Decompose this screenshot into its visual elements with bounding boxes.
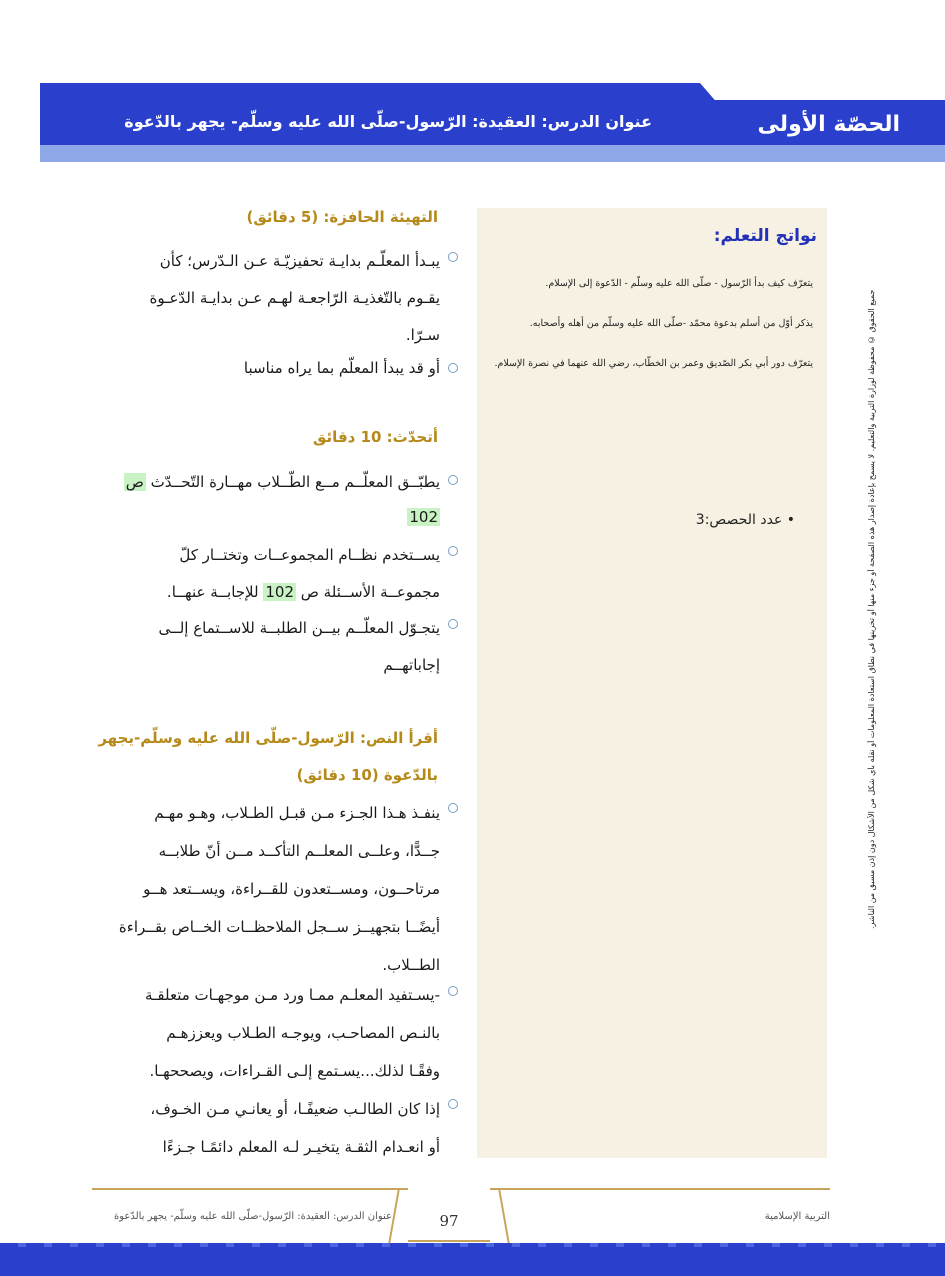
bullet-circle-icon [448, 619, 458, 629]
copyright-notice: جميع الحقوق © محفوظة لوزارة التربية والتعليم. لا يسمح بإعادة إصدار هذه الصفحة أو جزء منها أو تخزينها في نطاق استعادة المعلومات أو نقله بأي شكل من الأشكال دون إذن مسبق من الناشر. [867, 290, 876, 930]
read-bullet: ينفـذ هـذا الجـزء مـن قبـل الطـلاب، وهـو مهـم جــدًّا، وعلــى المعلــم التأكــد مــن أنّ طلابــه مرتاحــون، ومســتعدون للقــراءة، ويســتعد هــو أيضًــا بتجهيــز ســجل الملاحظــات الخــاص بقــراءة الطــلاب. [118, 804, 440, 974]
footer-subject: التربية الإسلامية [764, 1211, 830, 1222]
bullet-circle-icon [448, 363, 458, 373]
header-tab-notch [700, 83, 945, 100]
outcomes-panel [477, 208, 827, 1158]
lesson-label: الحصّة الأولى [757, 112, 900, 137]
footer-bar [0, 1243, 945, 1276]
header-lesson-title: عنوان الدرس: العقيدة: الرّسول-صلّى الله عليه وسلّم- يجهر بالدّعوة [124, 112, 652, 131]
speak-bullet: يتجـوّل المعلّــم بيــن الطلبــة للاســتماع إلــى إجاباتهــم [158, 619, 440, 674]
outcome-item: يتعرّف كيف بدأ الرّسول - صلّى الله عليه وسلّم - الدّعوة إلى الإسلام. [545, 278, 813, 289]
highlight-page-ref: 102 [265, 583, 294, 601]
highlight-page-ref: ص [125, 473, 144, 491]
outcomes-title: نواتج التعلم: [713, 226, 817, 246]
warmup-bullet: أو قد يبدأ المعلّم بما يراه مناسبا [243, 359, 440, 377]
speak-heading: أتحدّث: 10 دقائق [313, 428, 438, 446]
outcome-item: يذكر أوّل من أسلم بدعوة محمّد -صلّى الله عليه وسلّم من أهله وأصحابه. [529, 318, 813, 329]
outcome-item: يتعرّف دور أبي بكر الصّديق وعمر بن الخطّاب، رضي الله عنهما في نصرة الإسلام. [494, 358, 813, 369]
read-heading: أقرأ النص: الرّسول-صلّى الله عليه وسلّم-يجهر بالدّعوة (10 دقائق) [98, 729, 438, 784]
header-accent-strip [40, 145, 945, 162]
bullet-circle-icon [448, 252, 458, 262]
bullet-circle-icon [448, 546, 458, 556]
page-number: 97 [439, 1212, 459, 1230]
bullet-icon: • [782, 512, 795, 528]
highlight-page-ref: 102 [409, 508, 438, 526]
footer-rule [498, 1188, 511, 1248]
bullet-circle-icon [448, 1099, 458, 1109]
footer-dash-pattern [0, 1243, 945, 1247]
warmup-bullet: يبـدأ المعلّـم بدايـة تحفيزيّـة عـن الـدّرس؛ كأن يقـوم بالتّغذيـة الرّاجعـة لهـم عـن بدايـة الدّعـوة سـرّا. [149, 252, 440, 344]
read-bullet: -يسـتفيد المعلـم ممـا ورد مـن موجهـات متعلقـة بالنـص المصاحـب، ويوجـه الطـلاب ويعززهـم وفقًـا لذلك...يسـتمع إلـى القـراءات، ويصححهـا. [144, 986, 440, 1080]
read-bullet: إذا كان الطالـب ضعيفًـا، أو يعانـي مـن الخـوف، أو انعـدام الثقـة يتخيـر لـه المعلم دائمًـا جـزءًا [150, 1100, 440, 1156]
bullet-circle-icon [448, 475, 458, 485]
speak-bullet: يطبّــق المعلّــم مــع الطّــلاب مهــارة التّحــدّث ص 102 [125, 473, 440, 526]
speak-bullet: يســتخدم نظــام المجموعــات وتختــار كلّ مجموعــة الأســئلة ص 102 للإجابــة عنهــا. [166, 546, 440, 601]
footer-lesson-title: عنوان الدرس: العقيدة: الرّسول-صلّى الله عليه وسلّم- يجهر بالدّعوة [113, 1211, 392, 1222]
sessions-count: • عدد الحصص:3 [695, 512, 795, 528]
bullet-circle-icon [448, 803, 458, 813]
bullet-circle-icon [448, 986, 458, 996]
footer-rule [490, 1188, 830, 1190]
warmup-heading: التهيئة الحافزة: (5 دقائق) [246, 208, 438, 226]
footer-rule [92, 1188, 408, 1190]
